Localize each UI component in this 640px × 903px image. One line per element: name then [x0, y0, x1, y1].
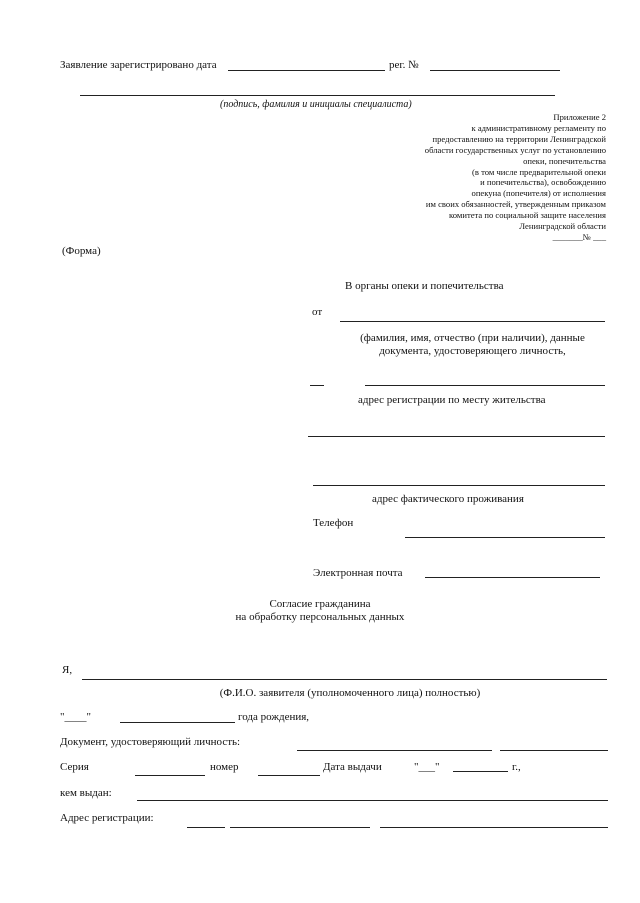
reg-address-field-2[interactable] — [230, 827, 370, 828]
issue-date-label: Дата выдачи — [323, 761, 382, 773]
reg-address-caption: адрес регистрации по месту жительства — [358, 394, 546, 406]
appendix-block — [366, 112, 606, 243]
registered-label: Заявление зарегистрировано дата — [60, 59, 217, 71]
document-type-field-2[interactable] — [500, 750, 608, 751]
number-label: номер — [210, 761, 239, 773]
appendix-line: им своих обязанностей, утвержденным приказом — [425, 199, 606, 210]
series-field[interactable] — [135, 775, 205, 776]
registration-address-field[interactable] — [308, 436, 605, 437]
issued-by-label: кем выдан: — [60, 787, 112, 799]
from-label: от — [312, 306, 323, 318]
reg-address-field-1[interactable] — [187, 827, 225, 828]
appendix-line: к административному регламенту по — [471, 122, 606, 133]
appendix-line: комитета по социальной защите населения — [449, 210, 606, 221]
number-field[interactable] — [258, 775, 320, 776]
applicant-full-name-field[interactable] — [82, 679, 607, 680]
email-label: Электронная почта — [313, 567, 403, 579]
title-line2: на обработку персональных данных — [235, 611, 405, 623]
appendix-line: Ленинградской области — [519, 221, 606, 232]
year-suffix: г., — [512, 761, 521, 773]
actual-address-field[interactable] — [313, 485, 605, 486]
fio-full-caption: (Ф.И.О. заявителя (уполномоченного лица) полностью) — [219, 687, 481, 699]
appendix-line: и попечительства), освобождению — [480, 177, 606, 188]
registration-date-field[interactable] — [228, 70, 385, 71]
issue-day-field[interactable]: "___" — [414, 761, 440, 773]
short-line — [310, 385, 324, 386]
document-data-field[interactable] — [365, 385, 605, 386]
appendix-line: опеки, попечительства — [523, 155, 606, 166]
appendix-line: опекуна (попечителя) от исполнения — [471, 188, 606, 199]
issue-month-field[interactable] — [453, 771, 508, 772]
form-label: (Форма) — [62, 245, 101, 257]
i-label: Я, — [62, 664, 73, 676]
issued-by-field[interactable] — [137, 800, 608, 801]
registration-number-field[interactable] — [430, 70, 560, 71]
document-label: Документ, удостоверяющий личность: — [60, 736, 241, 748]
fio-caption-line1: (фамилия, имя, отчество (при наличии), данные — [360, 332, 585, 344]
title-line1: Согласие гражданина — [269, 598, 371, 610]
fio-caption-line2: документа, удостоверяющего личность, — [379, 345, 566, 357]
birth-month-year-field[interactable] — [120, 722, 235, 723]
document-type-field[interactable] — [297, 750, 492, 751]
appendix-line: (в том числе предварительной опеки — [472, 166, 606, 177]
email-field[interactable] — [425, 577, 600, 578]
birth-day-field[interactable]: "____" — [60, 711, 91, 723]
recipient-title: В органы опеки и попечительства — [345, 280, 504, 292]
actual-address-caption: адрес фактического проживания — [372, 493, 524, 505]
birth-year-label: года рождения, — [238, 711, 310, 723]
appendix-line: области государственных услуг по установлению — [424, 144, 606, 155]
reg-address-field-3[interactable] — [380, 827, 608, 828]
series-label: Серия — [60, 761, 89, 773]
reg-address-label: Адрес регистрации: — [60, 812, 154, 824]
appendix-line: _______№ ___ — [552, 231, 606, 242]
specialist-signature-field[interactable] — [80, 95, 555, 96]
signature-caption: (подпись, фамилия и инициалы специалиста) — [220, 99, 412, 110]
appendix-line: предоставлению на территории Ленинградской — [432, 133, 606, 144]
appendix-line: Приложение 2 — [553, 112, 606, 122]
applicant-fio-field[interactable] — [340, 321, 605, 322]
phone-label: Телефон — [313, 517, 354, 529]
reg-number-label: рег. № — [389, 59, 419, 71]
phone-field[interactable] — [405, 537, 605, 538]
